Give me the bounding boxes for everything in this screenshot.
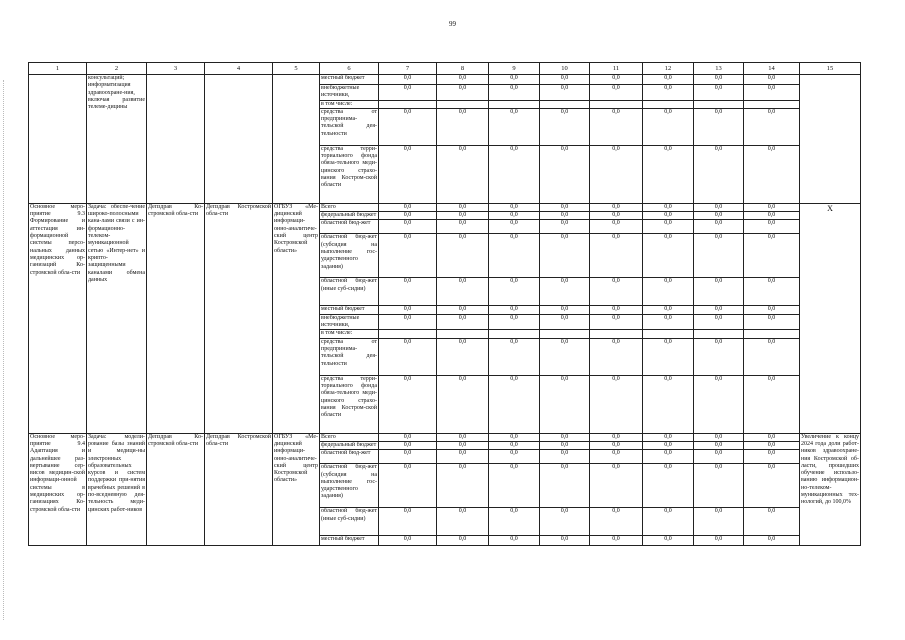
value-cell — [694, 330, 744, 338]
funding-source-label: средства от предпринима-тельской дея-тельности — [320, 338, 379, 375]
column-header-3: 3 — [147, 63, 205, 75]
column-header-4: 4 — [205, 63, 273, 75]
funding-source-label: в том числе: — [320, 100, 379, 108]
value-cell: 0,0 — [744, 338, 800, 375]
table-row — [29, 433, 861, 441]
value-cell: 0,0 — [694, 314, 744, 330]
value-cell: 0,0 — [744, 75, 800, 85]
value-cell: 0,0 — [694, 108, 744, 145]
value-cell: 0,0 — [489, 85, 540, 101]
value-cell: 0,0 — [437, 433, 489, 441]
column-header-14: 14 — [744, 63, 800, 75]
column-header-1: 1 — [29, 63, 87, 75]
value-cell: 0,0 — [744, 314, 800, 330]
value-cell — [540, 100, 590, 108]
value-cell: 0,0 — [437, 338, 489, 375]
value-cell: 0,0 — [744, 464, 800, 508]
value-cell: 0,0 — [590, 85, 643, 101]
value-cell: 0,0 — [489, 338, 540, 375]
value-cell: 0,0 — [437, 464, 489, 508]
value-cell: 0,0 — [744, 234, 800, 278]
value-cell: 0,0 — [694, 375, 744, 433]
value-cell: 0,0 — [744, 108, 800, 145]
block1-c1: Основное меро-приятие 9.3 Формирование и аттестация ин-формационной системы персо-нальных данных медицинских ор-ганизаций Ко-стромской обла-сти — [29, 203, 87, 433]
value-cell: 0,0 — [379, 508, 437, 536]
column-header-13: 13 — [694, 63, 744, 75]
value-cell: 0,0 — [379, 145, 437, 203]
value-cell: 0,0 — [489, 278, 540, 306]
funding-source-label: средства терри-ториального фонда обяза-тельного меди-цинского страхо-вания Костром-ской области — [320, 145, 379, 203]
value-cell: 0,0 — [590, 212, 643, 220]
column-header-7: 7 — [379, 63, 437, 75]
block0-c5 — [273, 75, 320, 204]
value-cell: 0,0 — [540, 306, 590, 314]
funding-source-label: федеральный бюджет — [320, 441, 379, 449]
value-cell: 0,0 — [437, 375, 489, 433]
value-cell: 0,0 — [540, 234, 590, 278]
column-header-15: 15 — [800, 63, 861, 75]
value-cell: 0,0 — [489, 314, 540, 330]
value-cell: 0,0 — [379, 375, 437, 433]
value-cell: 0,0 — [590, 220, 643, 234]
value-cell — [437, 330, 489, 338]
value-cell: 0,0 — [489, 508, 540, 536]
value-cell — [744, 100, 800, 108]
column-header-9: 9 — [489, 63, 540, 75]
funding-source-label: Всего — [320, 433, 379, 441]
value-cell: 0,0 — [379, 464, 437, 508]
value-cell: 0,0 — [590, 536, 643, 546]
value-cell: 0,0 — [744, 450, 800, 464]
funding-source-label: местный бюджет — [320, 536, 379, 546]
header-row — [29, 63, 861, 75]
block0-c4 — [205, 75, 273, 204]
value-cell: 0,0 — [437, 108, 489, 145]
value-cell: 0,0 — [694, 464, 744, 508]
value-cell: 0,0 — [540, 508, 590, 536]
column-header-8: 8 — [437, 63, 489, 75]
value-cell: 0,0 — [437, 212, 489, 220]
value-cell: 0,0 — [540, 220, 590, 234]
block2-result-indicator: Увеличение к концу 2024 года доли работ-ников здравоохране-ния Костромской об-ласти, прошедших обучение использо-ванию информацион-но-телеком-муникационных тех-нологий, до 100,0% — [800, 433, 861, 546]
value-cell: 0,0 — [540, 203, 590, 211]
value-cell: 0,0 — [744, 441, 800, 449]
block0-c1 — [29, 75, 87, 204]
value-cell — [489, 330, 540, 338]
value-cell: 0,0 — [643, 85, 694, 101]
value-cell: 0,0 — [489, 464, 540, 508]
value-cell: 0,0 — [489, 75, 540, 85]
block2-c5: ОГБУЗ «Ме-дицинский информаци-онно-аналитиче-ский центр Костромской области» — [273, 433, 320, 546]
value-cell: 0,0 — [379, 338, 437, 375]
value-cell: 0,0 — [489, 450, 540, 464]
value-cell: 0,0 — [540, 278, 590, 306]
block0-result-indicator — [800, 75, 861, 204]
value-cell: 0,0 — [694, 203, 744, 211]
value-cell — [643, 100, 694, 108]
table-row — [29, 203, 861, 211]
value-cell: 0,0 — [694, 75, 744, 85]
value-cell: 0,0 — [643, 338, 694, 375]
value-cell: 0,0 — [694, 145, 744, 203]
value-cell: 0,0 — [744, 375, 800, 433]
value-cell: 0,0 — [643, 203, 694, 211]
value-cell: 0,0 — [379, 108, 437, 145]
table-body — [29, 63, 861, 546]
table-row — [29, 75, 861, 85]
value-cell — [643, 330, 694, 338]
value-cell: 0,0 — [590, 338, 643, 375]
funding-source-label: областной бюд-жет — [320, 450, 379, 464]
value-cell: 0,0 — [590, 278, 643, 306]
value-cell: 0,0 — [379, 220, 437, 234]
value-cell: 0,0 — [489, 375, 540, 433]
value-cell: 0,0 — [643, 234, 694, 278]
column-header-12: 12 — [643, 63, 694, 75]
value-cell: 0,0 — [379, 75, 437, 85]
funding-source-label: областной бюд-жет (иные суб-сидии) — [320, 278, 379, 306]
value-cell: 0,0 — [590, 464, 643, 508]
value-cell: 0,0 — [590, 306, 643, 314]
value-cell: 0,0 — [540, 375, 590, 433]
value-cell: 0,0 — [643, 278, 694, 306]
block0-c3 — [147, 75, 205, 204]
value-cell: 0,0 — [744, 433, 800, 441]
value-cell: 0,0 — [540, 145, 590, 203]
value-cell: 0,0 — [694, 278, 744, 306]
value-cell: 0,0 — [643, 464, 694, 508]
funding-source-label: местный бюджет — [320, 75, 379, 85]
funding-source-label: областной бюд-жет — [320, 220, 379, 234]
value-cell: 0,0 — [590, 450, 643, 464]
column-header-11: 11 — [590, 63, 643, 75]
value-cell: 0,0 — [489, 433, 540, 441]
funding-source-label: федеральный бюджет — [320, 212, 379, 220]
block1-c5: ОГБУЗ «Ме-дицинский информаци-онно-аналитиче-ский центр Костромской области» — [273, 203, 320, 433]
value-cell: 0,0 — [643, 145, 694, 203]
value-cell: 0,0 — [643, 220, 694, 234]
value-cell: 0,0 — [590, 375, 643, 433]
value-cell: 0,0 — [694, 85, 744, 101]
value-cell: 0,0 — [694, 338, 744, 375]
column-header-10: 10 — [540, 63, 590, 75]
value-cell: 0,0 — [744, 212, 800, 220]
value-cell: 0,0 — [744, 145, 800, 203]
block2-c3: Депздрав Ко-стромской обла-сти — [147, 433, 205, 546]
value-cell: 0,0 — [379, 433, 437, 441]
column-header-5: 5 — [273, 63, 320, 75]
value-cell — [489, 100, 540, 108]
column-header-2: 2 — [87, 63, 147, 75]
block2-c4: Депздрав Костромской обла-сти — [205, 433, 273, 546]
value-cell: 0,0 — [643, 450, 694, 464]
value-cell: 0,0 — [437, 234, 489, 278]
value-cell: 0,0 — [590, 508, 643, 536]
value-cell: 0,0 — [489, 536, 540, 546]
value-cell: 0,0 — [590, 203, 643, 211]
funding-source-label: Всего — [320, 203, 379, 211]
value-cell: 0,0 — [489, 441, 540, 449]
value-cell: 0,0 — [379, 85, 437, 101]
value-cell: 0,0 — [590, 108, 643, 145]
value-cell: 0,0 — [489, 203, 540, 211]
funding-source-label: в том числе: — [320, 330, 379, 338]
value-cell: 0,0 — [437, 75, 489, 85]
value-cell: 0,0 — [489, 306, 540, 314]
value-cell: 0,0 — [489, 234, 540, 278]
value-cell — [379, 330, 437, 338]
value-cell: 0,0 — [590, 433, 643, 441]
block0-c2: консультаций; информатизация здравоохране-ния, включая развитие телеме-дицины — [87, 75, 147, 204]
value-cell: 0,0 — [540, 441, 590, 449]
block1-c3: Депздрав Ко-стромской обла-сти — [147, 203, 205, 433]
funding-source-label: внебюджетные источники, — [320, 314, 379, 330]
block1-c2: Задача: обеспе-чение широко-полосными кана-лами связи с ин-формационно-телеком-муникационной сетью «Интер-нет» и крипто-защищенными каналами обмена данных — [87, 203, 147, 433]
value-cell: 0,0 — [590, 314, 643, 330]
value-cell: 0,0 — [437, 203, 489, 211]
funding-source-label: внебюджетные источники, — [320, 85, 379, 101]
value-cell: 0,0 — [694, 508, 744, 536]
value-cell: 0,0 — [540, 536, 590, 546]
value-cell: 0,0 — [379, 450, 437, 464]
value-cell: 0,0 — [694, 433, 744, 441]
funding-source-label: областной бюд-жет (субсидия на выполнение гос-ударственного задания) — [320, 234, 379, 278]
value-cell: 0,0 — [437, 450, 489, 464]
value-cell — [379, 100, 437, 108]
value-cell: 0,0 — [744, 203, 800, 211]
value-cell: 0,0 — [540, 314, 590, 330]
value-cell: 0,0 — [540, 212, 590, 220]
value-cell: 0,0 — [744, 508, 800, 536]
page-number: 99 — [449, 20, 456, 28]
value-cell: 0,0 — [489, 145, 540, 203]
value-cell: 0,0 — [437, 508, 489, 536]
value-cell: 0,0 — [437, 85, 489, 101]
block2-c2: Задача: модели-рование базы знаний и медици-ны электронных образовательных курсов и систем поддержки при-нятия врачебных решений в по-вседневную дея-тельность меди-цинских работ-ников — [87, 433, 147, 546]
value-cell: 0,0 — [694, 306, 744, 314]
value-cell: 0,0 — [694, 441, 744, 449]
value-cell — [540, 330, 590, 338]
value-cell: 0,0 — [379, 203, 437, 211]
value-cell: 0,0 — [643, 441, 694, 449]
funding-source-label: областной бюд-жет (иные суб-сидии) — [320, 508, 379, 536]
value-cell: 0,0 — [489, 108, 540, 145]
value-cell: 0,0 — [540, 433, 590, 441]
value-cell: 0,0 — [694, 212, 744, 220]
value-cell: 0,0 — [437, 145, 489, 203]
value-cell — [744, 330, 800, 338]
value-cell: 0,0 — [643, 75, 694, 85]
value-cell: 0,0 — [540, 108, 590, 145]
value-cell — [590, 100, 643, 108]
value-cell: 0,0 — [744, 220, 800, 234]
value-cell: 0,0 — [694, 234, 744, 278]
value-cell: 0,0 — [379, 536, 437, 546]
value-cell: 0,0 — [643, 212, 694, 220]
budget-table — [28, 62, 861, 546]
value-cell: 0,0 — [540, 338, 590, 375]
block2-c1: Основное меро-приятие 9.4 Адаптация и дальнейшее раз-вертывание сер-висов медицин-ской информаци-онной системы в медицинских ор-ганизациях Ко-стромской обла-сти — [29, 433, 87, 546]
value-cell — [590, 330, 643, 338]
value-cell: 0,0 — [540, 75, 590, 85]
value-cell: 0,0 — [379, 306, 437, 314]
value-cell: 0,0 — [643, 314, 694, 330]
value-cell: 0,0 — [643, 433, 694, 441]
value-cell: 0,0 — [489, 220, 540, 234]
funding-source-label: областной бюд-жет (субсидия на выполнение гос-ударственного задания) — [320, 464, 379, 508]
value-cell — [437, 100, 489, 108]
value-cell: 0,0 — [643, 508, 694, 536]
block1-c4: Депздрав Костромской обла-сти — [205, 203, 273, 433]
value-cell: 0,0 — [437, 536, 489, 546]
value-cell: 0,0 — [590, 441, 643, 449]
value-cell: 0,0 — [540, 450, 590, 464]
value-cell: 0,0 — [437, 306, 489, 314]
funding-source-label: средства терри-ториального фонда обяза-тельного меди-цинского страхо-вания Костром-ской области — [320, 375, 379, 433]
scan-edge-line — [3, 80, 5, 620]
value-cell: 0,0 — [694, 536, 744, 546]
value-cell: 0,0 — [489, 212, 540, 220]
value-cell: 0,0 — [437, 220, 489, 234]
value-cell: 0,0 — [590, 75, 643, 85]
value-cell: 0,0 — [379, 212, 437, 220]
value-cell: 0,0 — [590, 234, 643, 278]
value-cell: 0,0 — [643, 375, 694, 433]
value-cell: 0,0 — [694, 450, 744, 464]
column-header-6: 6 — [320, 63, 379, 75]
value-cell: 0,0 — [694, 220, 744, 234]
block1-result-indicator: Х — [800, 203, 861, 433]
funding-source-label: местный бюджет — [320, 306, 379, 314]
value-cell: 0,0 — [643, 306, 694, 314]
value-cell: 0,0 — [744, 278, 800, 306]
value-cell: 0,0 — [437, 278, 489, 306]
value-cell: 0,0 — [379, 314, 437, 330]
value-cell: 0,0 — [437, 441, 489, 449]
value-cell: 0,0 — [643, 536, 694, 546]
value-cell: 0,0 — [590, 145, 643, 203]
value-cell: 0,0 — [379, 234, 437, 278]
value-cell: 0,0 — [437, 314, 489, 330]
value-cell: 0,0 — [744, 536, 800, 546]
value-cell: 0,0 — [643, 108, 694, 145]
value-cell: 0,0 — [540, 464, 590, 508]
value-cell: 0,0 — [540, 85, 590, 101]
value-cell: 0,0 — [379, 278, 437, 306]
value-cell: 0,0 — [744, 306, 800, 314]
funding-source-label: средства от предпринима-тельской дея-тельности — [320, 108, 379, 145]
value-cell: 0,0 — [379, 441, 437, 449]
value-cell: 0,0 — [744, 85, 800, 101]
value-cell — [694, 100, 744, 108]
